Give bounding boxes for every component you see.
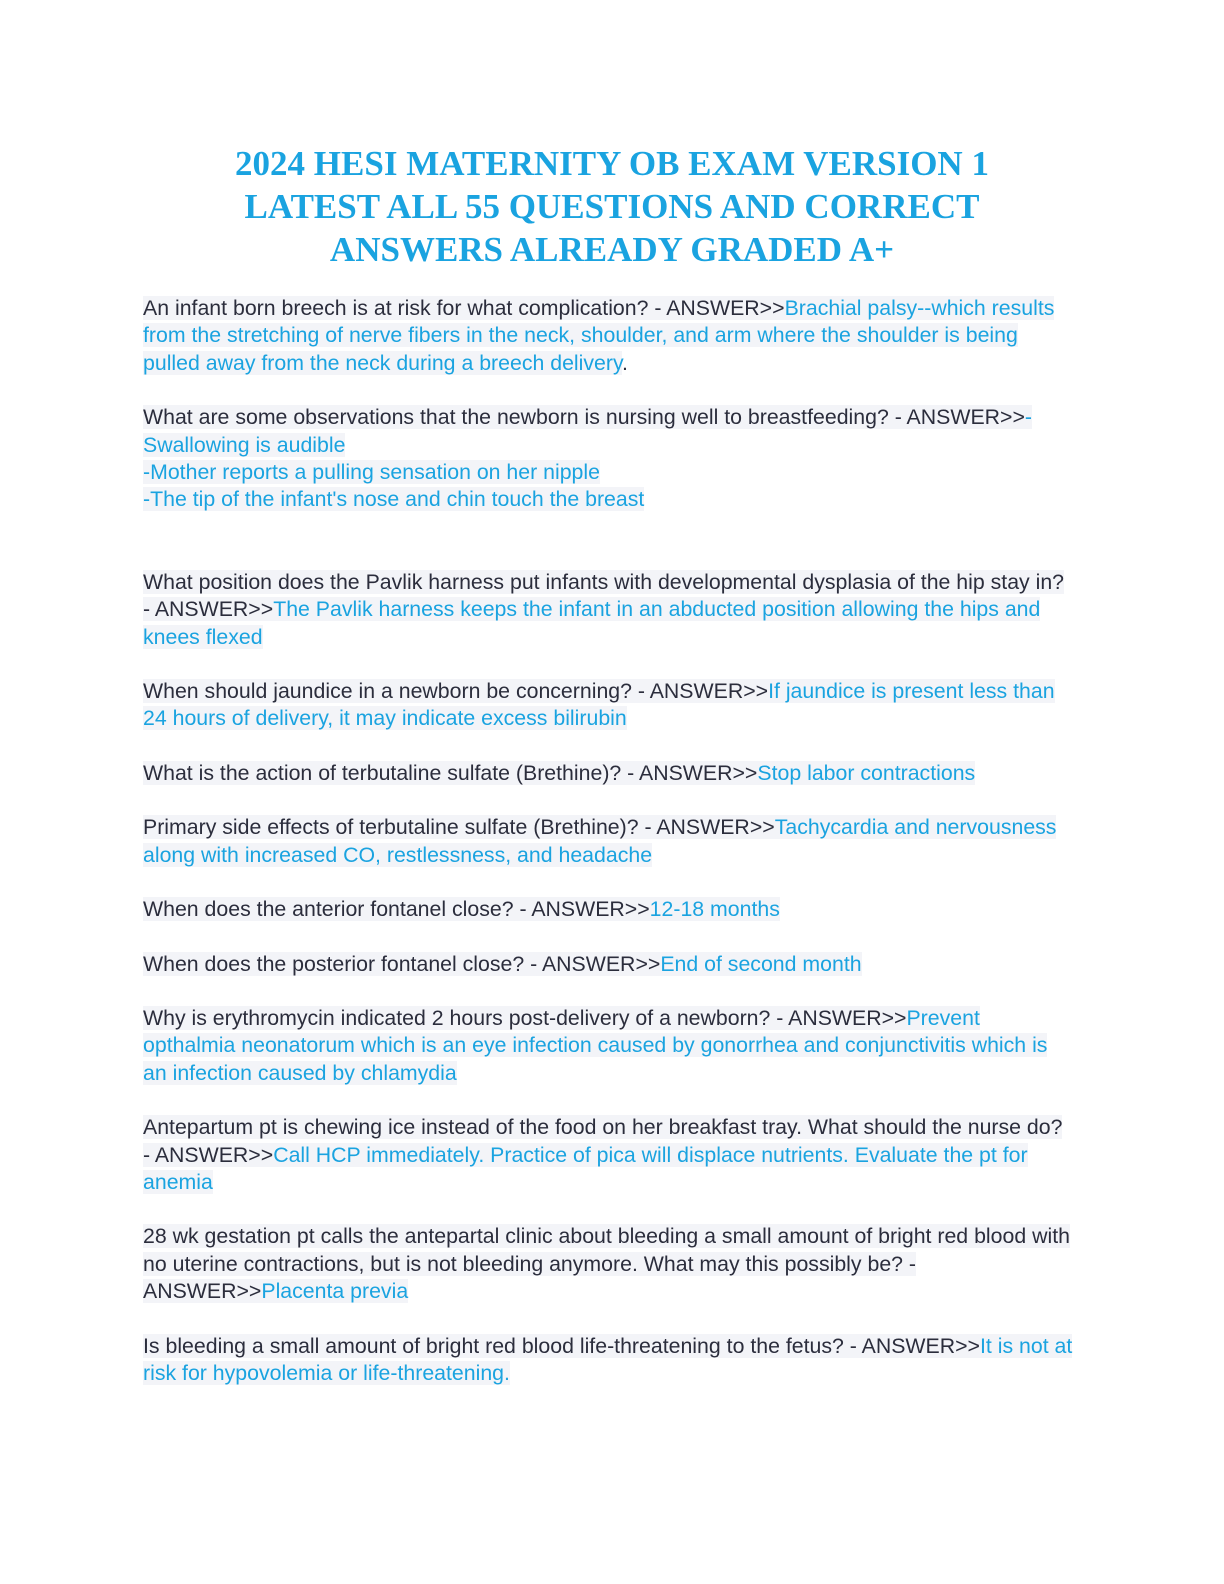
answer-suffix: .	[622, 350, 628, 375]
answer-line: -The tip of the infant's nose and chin touch the breast	[143, 487, 645, 512]
answer-text: Prevent opthalmia neonatorum which is an eye infection caused by gonorrhea and conjunctivitis which is an infection caused by chlamydia	[143, 1005, 1048, 1085]
question-text: Primary side effects of terbutaline sulfate (Brethine)? - ANSWER>>	[143, 815, 775, 840]
qa-item	[143, 569, 1073, 651]
answer-line: -Swallowing is audible	[143, 405, 1033, 457]
question-text: Why is erythromycin indicated 2 hours post-delivery of a newborn? - ANSWER>>	[143, 1005, 907, 1030]
answer-text: Call HCP immediately. Practice of pica will displace nutrients. Evaluate the pt for anemia	[143, 1142, 1028, 1194]
qa-item	[143, 760, 1073, 787]
question-text: Antepartum pt is chewing ice instead of the food on her breakfast tray. What should the nurse do? - ANSWER>>	[143, 1115, 1063, 1167]
question-text: What position does the Pavlik harness put infants with developmental dysplasia of the hip stay in? - ANSWER>>	[143, 569, 1065, 622]
question-text: When should jaundice in a newborn be concerning? - ANSWER>>	[143, 679, 769, 704]
answer-text: 12-18 months	[649, 897, 780, 922]
qa-item	[143, 404, 1073, 514]
answer-text: It is not at risk for hypovolemia or life-threatening.	[143, 1333, 1073, 1385]
qa-item	[143, 295, 1073, 377]
qa-list	[143, 295, 1073, 1387]
qa-item	[143, 1114, 1073, 1196]
answer-text: Stop labor contractions	[757, 760, 976, 785]
document-title	[120, 142, 1104, 271]
answer-text: Brachial palsy--which results from the stretching of nerve fibers in the neck, shoulder, and arm where the shoulder is being pulled away from the neck during a breech delivery	[143, 296, 1055, 375]
answer-line: -Mother reports a pulling sensation on her nipple	[143, 460, 600, 485]
question-text: An infant born breech is at risk for what complication? - ANSWER>>	[143, 296, 785, 320]
answer-text: Tachycardia and nervousness along with increased CO, restlessness, and headache	[143, 815, 1057, 867]
question-text: What is the action of terbutaline sulfate (Brethine)? - ANSWER>>	[143, 760, 758, 785]
answer-text: End of second month	[660, 951, 862, 976]
question-text: When does the posterior fontanel close? - ANSWER>>	[143, 951, 661, 976]
qa-item	[143, 951, 1073, 978]
answer-text: The Pavlik harness keeps the infant in an abducted position allowing the hips and knees flexed	[143, 597, 1041, 649]
title-line: 2024 HESI MATERNITY OB EXAM VERSION 1	[235, 144, 989, 183]
answer-text: If jaundice is present less than 24 hours of delivery, it may indicate excess bilirubin	[143, 679, 1055, 731]
question-text: 28 wk gestation pt calls the antepartal clinic about bleeding a small amount of bright red blood with no uterine contractions, but is not bleeding anymore. What may this possibly be? - ANSWER>>	[143, 1224, 1070, 1304]
title-line: ANSWERS ALREADY GRADED A+	[329, 230, 895, 269]
question-text: When does the anterior fontanel close? - ANSWER>>	[143, 897, 650, 922]
qa-item	[143, 678, 1073, 733]
qa-item	[143, 1005, 1073, 1087]
answer-text: Placenta previa	[261, 1279, 409, 1304]
question-text: What are some observations that the newborn is nursing well to breastfeeding? - ANSWER>>	[143, 405, 1025, 430]
title-line: LATEST ALL 55 QUESTIONS AND CORRECT	[244, 187, 980, 226]
question-text: Is bleeding a small amount of bright red blood life-threatening to the fetus? - ANSWER>>	[143, 1333, 980, 1358]
qa-item	[143, 814, 1073, 869]
qa-item	[143, 896, 1073, 923]
qa-item	[143, 1223, 1073, 1305]
qa-item	[143, 1333, 1073, 1388]
